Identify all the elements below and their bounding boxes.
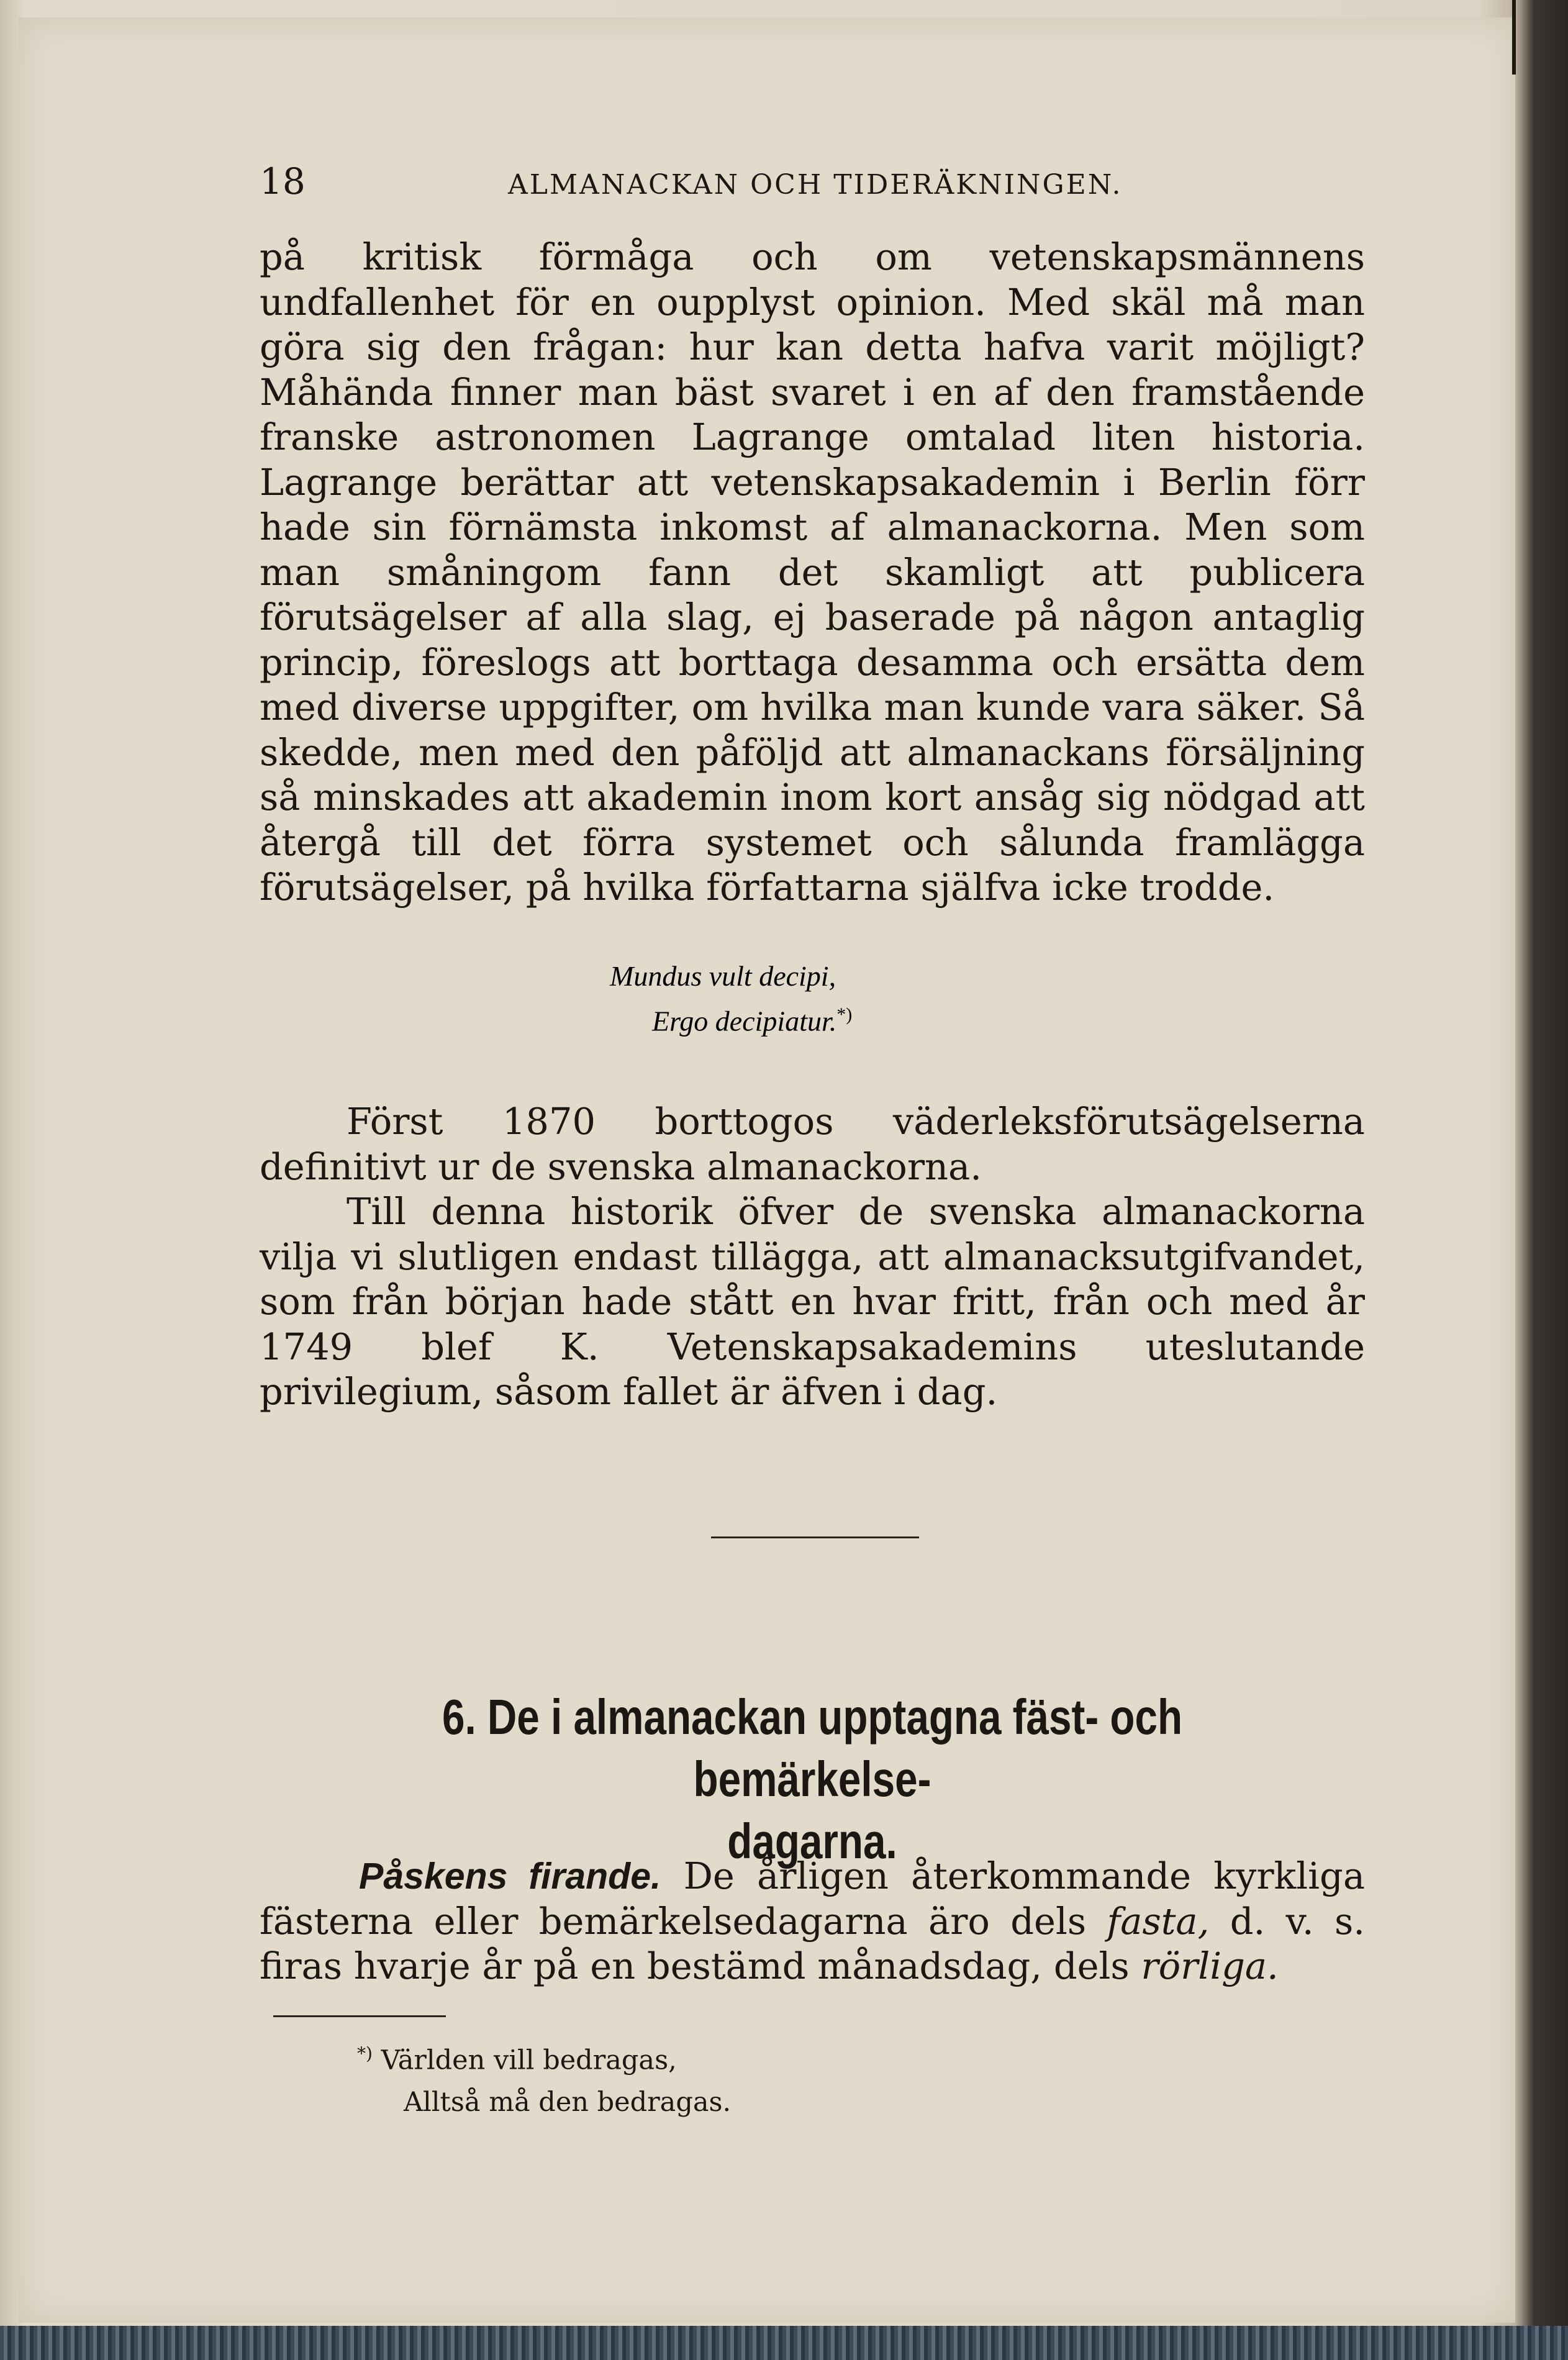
latin-quote-line-2 [652,1004,852,1037]
paragraph-3-text: Till denna historik öfver de svenska almanackorna vilja vi slutligen endast tillägga, att almanacksutgifvandet, som från början hade stått en hvar fritt, från och med år 1749 blef K. Vetenskapsakademins uteslutande privilegium, såsom fallet är äfven i dag. [260,1190,1365,1413]
footnote-line-2: Alltså må den bedragas. [404,2087,732,2118]
paragraph-4-text [260,1854,1365,1989]
section-heading [359,1686,1266,1872]
paragraph-1 [260,235,1365,910]
section-title-line-1: De i almanackan upptagna fäst- och bemärkelse- [487,1689,1183,1807]
word-fasta: fasta, [1107,1899,1210,1943]
latin-quote-line-2-text: Ergo decipiatur. [652,1005,837,1037]
footnote-marker: *) [357,2043,373,2064]
footnote-line-1 [357,2043,677,2076]
paragraph-4-part-1: De årligen återkommande kyrkliga fästerna eller bemärkelsedagarna äro dels [260,1854,1365,1943]
paragraph-2-text: Först 1870 borttogos väderleksförutsägelserna definitivt ur de svenska almanackorna. [260,1100,1365,1188]
paragraph-4 [260,1854,1365,1989]
word-rorliga: rörliga. [1141,1945,1279,1987]
running-head: ALMANACKAN OCH TIDERÄKNINGEN. [508,169,1123,201]
paragraph-3 [260,1189,1365,1415]
page-number: 18 [260,160,306,202]
footnote-reference: *) [836,1004,853,1025]
run-in-heading: Påskens firande. [359,1856,661,1897]
binding-mark [1512,0,1516,75]
paragraph-1-text: på kritisk förmåga och om vetenskapsmännens undfallenhet för en oupplyst opinion. Med skäl må man göra sig den frågan: hur kan detta hafva varit möjligt? Måhända finner man bäst svaret i en af den framstående franske astronomen Lagrange omtalad liten historia. Lagrange berättar att vetenskapsakademin i Berlin förr hade sin förnämsta inkomst af almanackorna. Men som man småningom fann det skamligt att publicera förutsägelser af alla slag, ej baserade på någon antaglig princip, föreslogs att borttaga desamma och ersätta dem med diverse uppgifter, om hvilka man kunde vara säker. Så skedde, men med den påföljd att almanackans försäljning så minskades att akademin inom kort ansåg sig nödgad att återgå till det förra systemet och sålunda framlägga förutsägelser, på hvilka författarna själfva icke trodde. [260,235,1365,909]
section-divider [711,1536,919,1538]
latin-quote-line-1: Mundus vult decipi, [610,960,836,992]
section-number: 6. [442,1689,476,1745]
section-title-line-2: dagarna. [727,1813,897,1869]
footnote-rule [273,2015,446,2017]
page-header [260,160,1365,210]
paragraph-2 [260,1099,1365,1189]
paragraph-4-part-2: d. v. s. firas hvarje år på en bestämd månadsdag, dels [260,1899,1365,1987]
page-bottom-edge [0,2326,1568,2360]
section-heading-line-1 [359,1686,1266,1810]
footnote-line-1-text: Världen vill bedragas, [381,2045,677,2076]
